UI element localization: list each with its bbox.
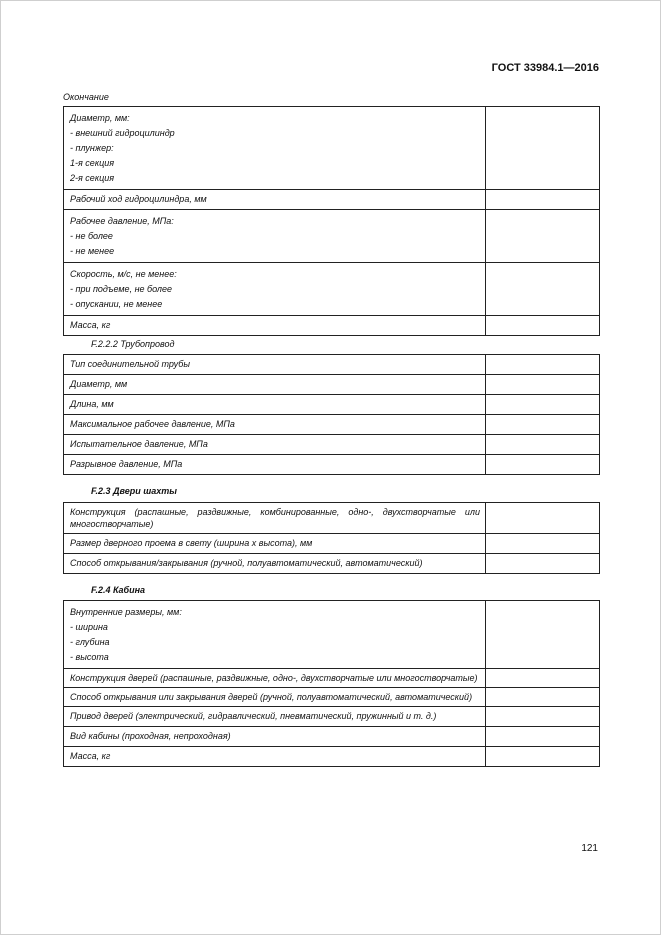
line: - не менее xyxy=(70,246,115,256)
value-cell[interactable] xyxy=(486,263,600,316)
line: - опускании, не менее xyxy=(70,299,163,309)
value-cell[interactable] xyxy=(486,707,600,727)
value-cell[interactable] xyxy=(486,375,600,395)
table-row xyxy=(64,688,600,707)
table-row xyxy=(64,375,600,395)
line: 1-я секция xyxy=(70,158,115,168)
hydraulic-cylinder-table xyxy=(63,106,600,336)
row-label: Привод дверей (электрический, гидравлический, пневматический, пружинный и т. д.) xyxy=(70,711,437,721)
row-label: Длина, мм xyxy=(70,399,114,409)
row-label: Диаметр, мм xyxy=(70,379,128,389)
section-heading-car: F.2.4 Кабина xyxy=(91,585,146,595)
row-label xyxy=(64,263,485,315)
table-row xyxy=(64,747,600,767)
table-row xyxy=(64,455,600,475)
line: - внешний гидроцилиндр xyxy=(70,128,175,138)
value-cell[interactable] xyxy=(486,395,600,415)
table-row xyxy=(64,534,600,554)
row-label: Способ открывания/закрывания (ручной, полуавтоматический, автоматический) xyxy=(70,558,423,568)
table-row xyxy=(64,669,600,688)
line: - при подъеме, не более xyxy=(70,284,172,294)
value-cell[interactable] xyxy=(486,554,600,574)
line: - высота xyxy=(70,652,109,662)
table-row xyxy=(64,316,600,336)
row-label: Конструкция (распашные, раздвижные, комбинированные, одно-, двухстворчатые или многостворчатые) xyxy=(70,507,480,529)
value-cell[interactable] xyxy=(486,415,600,435)
pipeline-table xyxy=(63,354,600,475)
row-label xyxy=(64,107,485,189)
line: 2-я секция xyxy=(70,173,115,183)
row-label: Способ открывания или закрывания дверей (ручной, полуавтоматический, автоматический) xyxy=(70,692,473,702)
row-label xyxy=(64,601,485,668)
line: Рабочий ход гидроцилиндра, мм xyxy=(70,194,207,204)
value-cell[interactable] xyxy=(486,747,600,767)
table-row xyxy=(64,601,600,669)
table-row xyxy=(64,435,600,455)
row-label xyxy=(64,316,485,335)
line: - плунжер: xyxy=(70,143,114,153)
table-continuation-caption: Окончание xyxy=(63,92,109,102)
table-row xyxy=(64,503,600,534)
value-cell[interactable] xyxy=(486,601,600,669)
standard-header: ГОСТ 33984.1—2016 xyxy=(491,62,599,74)
row-label: Испытательное давление, МПа xyxy=(70,439,208,449)
table-row xyxy=(64,554,600,574)
table-row xyxy=(64,190,600,210)
page-number: 121 xyxy=(581,843,598,854)
table-row xyxy=(64,263,600,316)
line: - глубина xyxy=(70,637,110,647)
table-row xyxy=(64,707,600,727)
row-label: Вид кабины (проходная, непроходная) xyxy=(70,731,231,741)
value-cell[interactable] xyxy=(486,316,600,336)
table-row xyxy=(64,210,600,263)
value-cell[interactable] xyxy=(486,727,600,747)
row-label xyxy=(64,210,485,262)
line: Скорость, м/с, не менее: xyxy=(70,269,177,279)
value-cell[interactable] xyxy=(486,534,600,554)
value-cell[interactable] xyxy=(486,503,600,534)
row-label xyxy=(64,190,485,209)
row-label: Максимальное рабочее давление, МПа xyxy=(70,419,235,429)
table-row xyxy=(64,727,600,747)
line: Масса, кг xyxy=(70,320,111,330)
row-label: Разрывное давление, МПа xyxy=(70,459,183,469)
line: Внутренние размеры, мм: xyxy=(70,607,182,617)
row-label: Размер дверного проема в свету (ширина х высота), мм xyxy=(70,538,313,548)
table-row xyxy=(64,355,600,375)
shaft-doors-table xyxy=(63,502,600,574)
value-cell[interactable] xyxy=(486,355,600,375)
line: - ширина xyxy=(70,622,108,632)
value-cell[interactable] xyxy=(486,688,600,707)
value-cell[interactable] xyxy=(486,669,600,688)
value-cell[interactable] xyxy=(486,107,600,190)
section-heading-shaft-doors: F.2.3 Двери шахты xyxy=(91,486,177,496)
car-table xyxy=(63,600,600,767)
row-label: Конструкция дверей (распашные, раздвижные, одно-, двухстворчатые или многостворчатые) xyxy=(70,673,478,683)
line: Рабочее давление, МПа: xyxy=(70,216,174,226)
value-cell[interactable] xyxy=(486,435,600,455)
table-row xyxy=(64,107,600,190)
table-row xyxy=(64,415,600,435)
value-cell[interactable] xyxy=(486,455,600,475)
row-label: Тип соединительной трубы xyxy=(70,359,190,369)
line: Диаметр, мм: xyxy=(70,113,130,123)
value-cell[interactable] xyxy=(486,210,600,263)
table-row xyxy=(64,395,600,415)
line: - не более xyxy=(70,231,113,241)
section-heading-pipeline: F.2.2.2 Трубопровод xyxy=(91,339,175,349)
value-cell[interactable] xyxy=(486,190,600,210)
row-label: Масса, кг xyxy=(70,751,111,761)
